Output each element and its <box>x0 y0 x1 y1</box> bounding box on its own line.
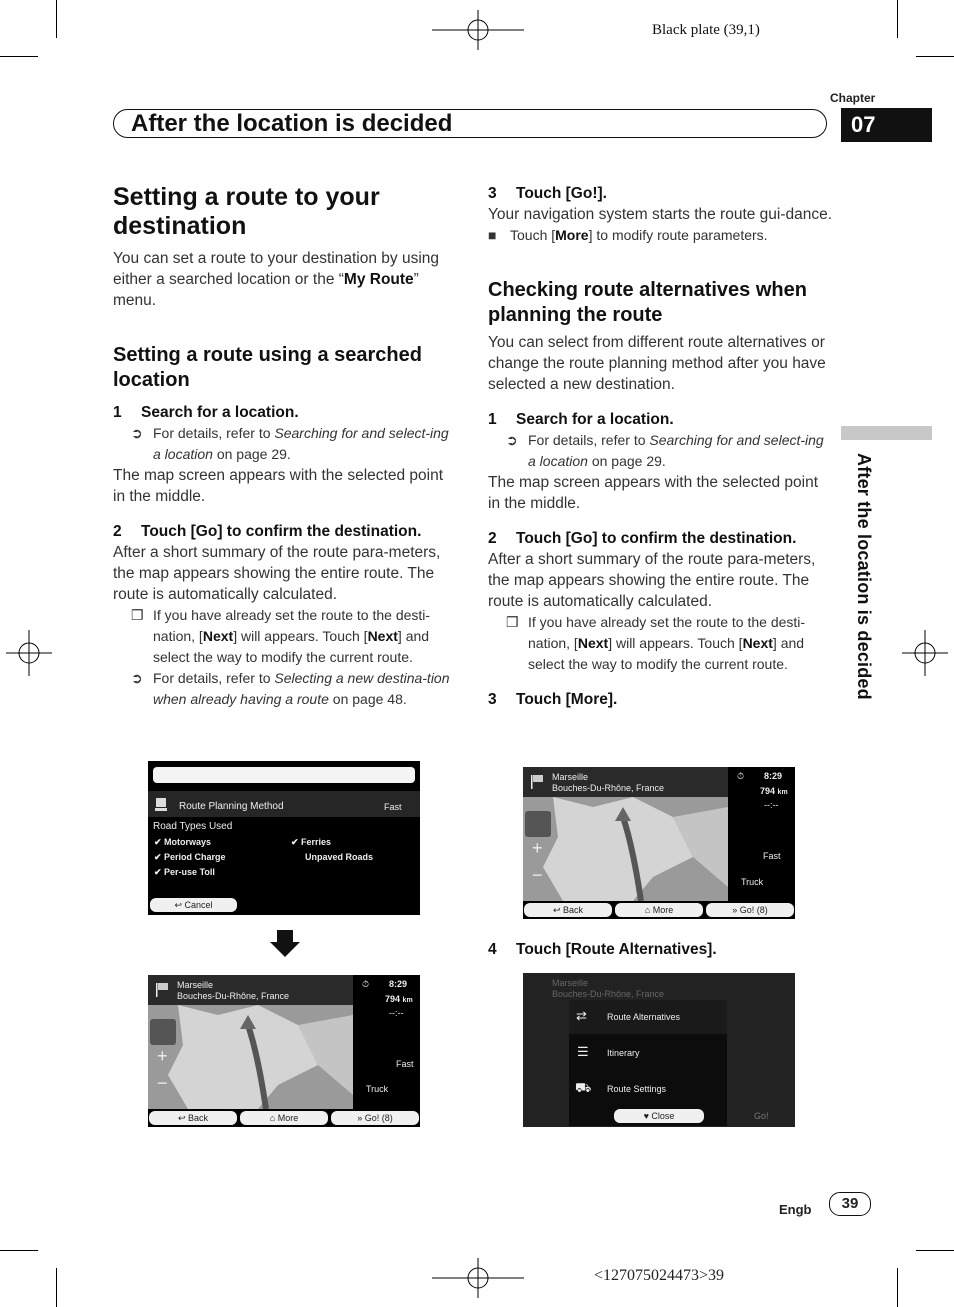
crop-mark <box>0 56 38 57</box>
vehicle-value: Truck <box>366 1084 389 1094</box>
motorways-option[interactable]: ✔ Motorways <box>154 837 212 847</box>
arrow-icon: ➲ <box>131 670 143 686</box>
cancel-button[interactable]: ↩ Cancel <box>150 898 237 912</box>
map-view[interactable] <box>523 797 728 901</box>
step-3-paragraph: Your navigation system starts the route gui-dance. <box>488 206 833 223</box>
more-button[interactable]: ⌂ More <box>615 903 703 917</box>
reference-note: ➲ For details, refer to Searching for and select-ing a location on page 29. <box>506 432 824 469</box>
go-label: Go! <box>754 1111 769 1121</box>
unpaved-option[interactable]: Unpaved Roads <box>305 852 374 862</box>
checkbox-icon: ❒ <box>506 614 519 630</box>
mode-value: Fast <box>396 1059 414 1069</box>
search-bar <box>153 767 415 783</box>
screenshot-route-settings <box>148 761 420 915</box>
minus-icon: − <box>157 1073 168 1093</box>
back-button[interactable]: ↩ Back <box>149 1111 237 1125</box>
road-types-label: Road Types Used <box>153 821 233 832</box>
minus-icon: − <box>532 865 543 885</box>
step-1-paragraph: The map screen appears with the selected point in the middle. <box>488 474 818 512</box>
step-2-paragraph: After a short summary of the route para-meters, the map appears showing the entire route. The route is automatically calculated. <box>113 544 441 603</box>
flag-icon <box>154 982 170 998</box>
eta-value: --:-- <box>389 1008 404 1018</box>
map-view[interactable] <box>148 1005 353 1109</box>
go-button[interactable]: » Go! (8) <box>706 903 794 917</box>
chapter-number: 07 <box>841 108 932 142</box>
zoom-in-button[interactable] <box>525 811 551 837</box>
checkbox-icon: ❒ <box>131 607 144 623</box>
route-planning-value: Fast <box>384 802 402 812</box>
clock-icon: ⏱ <box>362 979 370 989</box>
back-button[interactable]: ↩ Back <box>524 903 612 917</box>
note: ❒ If you have already set the route to the desti-nation, [Next] will appears. Touch [Next] and select the way to modify the current route. <box>131 607 431 665</box>
arrow-icon: ➲ <box>506 432 518 448</box>
screenshot-more-menu <box>523 973 795 1127</box>
reference-note: ➲ For details, refer to Selecting a new destina-tion when already having a route on page 48. <box>131 670 450 707</box>
document-code: <127075024473>39 <box>594 1267 725 1284</box>
city-label: Marseille <box>552 978 589 988</box>
time-value: 8:29 <box>389 979 408 989</box>
crop-mark <box>897 0 898 38</box>
step-3b: 3 Touch [More]. <box>488 691 618 708</box>
registration-mark <box>432 10 524 50</box>
screenshot-map-left <box>148 975 420 1127</box>
crop-mark <box>897 1268 898 1307</box>
distance-value: 794 km <box>760 786 788 796</box>
route-alternatives-label: Route Alternatives <box>607 1012 681 1022</box>
itinerary-icon: ☰ <box>577 1044 589 1059</box>
chapter-label: Chapter <box>830 91 876 105</box>
region-label: Bouches-Du-Rhône, France <box>177 991 290 1001</box>
bullet-note: ■ Touch [More] to modify route parameters. <box>488 225 833 246</box>
per-use-toll-option[interactable]: ✔ Per-use Toll <box>154 867 215 877</box>
crop-mark <box>916 56 954 57</box>
left-column <box>113 183 458 710</box>
down-arrow-icon <box>270 930 300 958</box>
registration-mark <box>432 1258 524 1298</box>
section-title: Setting a route to your destination <box>113 183 380 240</box>
step-4: 4 Touch [Route Alternatives]. <box>488 941 717 958</box>
map-graphic <box>148 1005 353 1109</box>
vehicle-value: Truck <box>741 877 764 887</box>
plus-icon: + <box>157 1046 168 1066</box>
arrow-icon: ➲ <box>131 425 143 441</box>
route-alternatives-icon: ⇄ <box>576 1008 587 1023</box>
time-value: 8:29 <box>764 771 783 781</box>
step-1: 1 Search for a location. <box>488 411 674 428</box>
crop-mark <box>0 1250 38 1251</box>
reference-note: ➲ For details, refer to Searching for and select-ing a location on page 29. <box>131 425 449 462</box>
subsection-title: Checking route alternatives when planning the route <box>488 279 807 326</box>
intro-paragraph: You can set a route to your destination by using either a searched location or the “My Route” menu. <box>113 250 440 309</box>
step-1-paragraph: The map screen appears with the selected point in the middle. <box>113 467 443 505</box>
registration-mark <box>902 630 948 676</box>
step-2: 2 Touch [Go] to confirm the destination. <box>113 523 422 540</box>
route-settings-label[interactable]: Route Settings <box>607 1084 667 1094</box>
close-button[interactable]: ♥ Close <box>614 1109 704 1123</box>
plate-label: Black plate (39,1) <box>652 22 760 38</box>
route-settings-icon: ⛟ <box>575 1080 592 1095</box>
flag-icon <box>529 774 545 790</box>
more-button[interactable]: ⌂ More <box>240 1111 328 1125</box>
truck-icon <box>154 797 168 813</box>
period-charge-option[interactable]: ✔ Period Charge <box>154 852 226 862</box>
step-3: 3 Touch [Go!]. <box>488 185 607 202</box>
region-label: Bouches-Du-Rhône, France <box>552 989 665 999</box>
intro-paragraph: You can select from different route alternatives or change the route planning method after you have selected a new destination. <box>488 334 826 393</box>
step-2-paragraph: After a short summary of the route para-meters, the map appears showing the entire route. The route is automatically calculated. <box>488 551 816 610</box>
language-label: Engb <box>779 1202 812 1217</box>
itinerary-label[interactable]: Itinerary <box>607 1048 640 1058</box>
note: ❒ If you have already set the route to the desti-nation, [Next] will appears. Touch [Next] and select the way to modify the current route. <box>506 614 806 672</box>
step-1: 1 Search for a location. <box>113 404 299 421</box>
plus-icon: + <box>532 838 543 858</box>
distance-value: 794 km <box>385 994 413 1004</box>
city-label: Marseille <box>177 980 214 990</box>
zoom-in-button[interactable] <box>150 1019 176 1045</box>
mode-value: Fast <box>763 851 781 861</box>
registration-mark <box>6 630 52 676</box>
region-label: Bouches-Du-Rhône, France <box>552 783 665 793</box>
header-title: After the location is decided <box>131 110 453 137</box>
square-bullet-icon: ■ <box>488 227 497 243</box>
step-2: 2 Touch [Go] to confirm the destination. <box>488 530 797 547</box>
route-planning-label: Route Planning Method <box>179 801 284 812</box>
screenshot-map-right <box>523 767 795 919</box>
side-tab <box>841 426 932 440</box>
crop-mark <box>56 0 57 38</box>
go-button[interactable]: » Go! (8) <box>331 1111 419 1125</box>
eta-value: --:-- <box>764 800 779 810</box>
crop-mark <box>916 1250 954 1251</box>
right-column <box>488 183 833 710</box>
city-label: Marseille <box>552 772 589 782</box>
subsection-title: Setting a route using a searched location <box>113 344 422 391</box>
page-number: 39 <box>829 1192 871 1216</box>
side-title: After the location is decided <box>854 453 874 700</box>
clock-icon: ⏱ <box>737 771 745 781</box>
crop-mark <box>56 1268 57 1307</box>
map-graphic <box>523 797 728 901</box>
ferries-option[interactable]: ✔ Ferries <box>291 837 332 847</box>
